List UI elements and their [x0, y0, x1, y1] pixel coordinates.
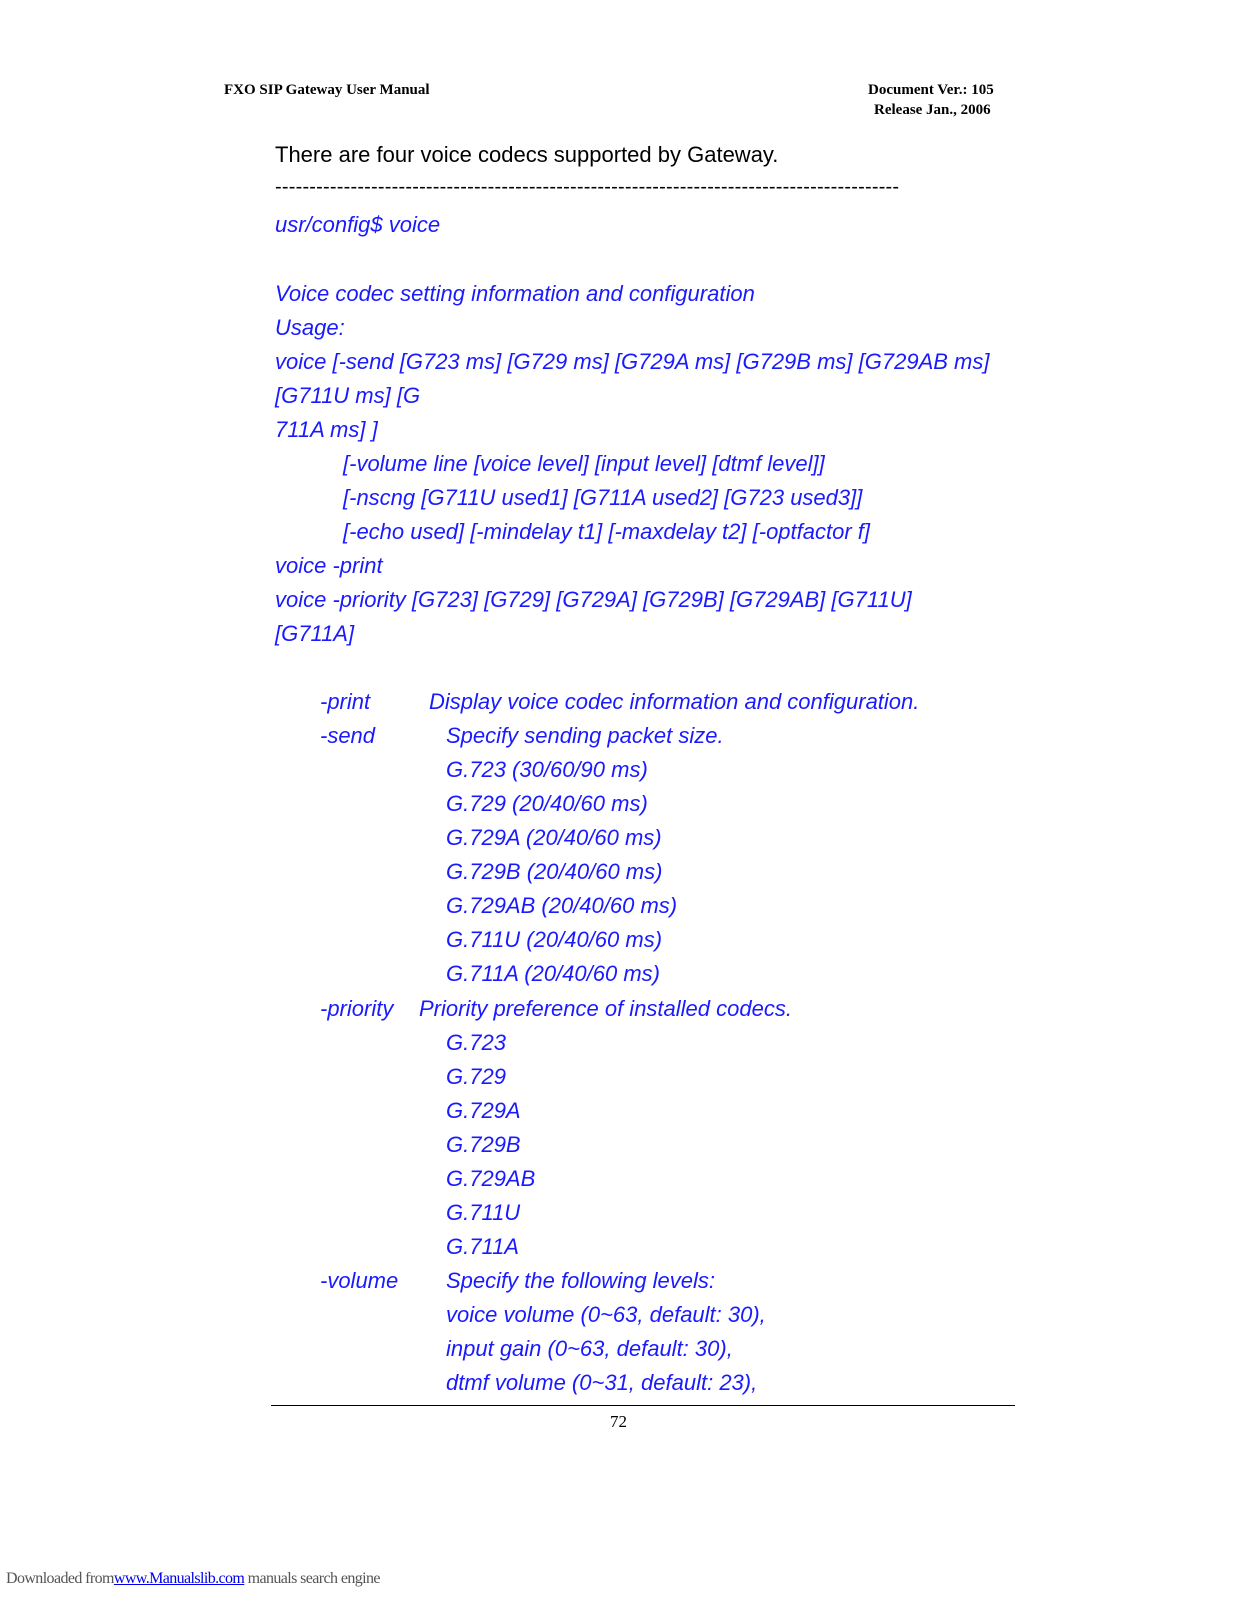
option-volume-name: -volume [320, 1268, 399, 1293]
download-footer [6, 1570, 380, 1588]
usage-line: [G711A] [275, 621, 355, 646]
usage-line: [-volume line [voice level] [input level] [dtmf level]] [343, 451, 825, 476]
send-value: G.723 (30/60/90 ms) [446, 757, 648, 782]
priority-value: G.729B [446, 1132, 521, 1157]
document-version: Document Ver.: 105 [868, 82, 994, 98]
send-value: G.729A (20/40/60 ms) [446, 825, 662, 850]
volume-value: dtmf volume (0~31, default: 23), [446, 1370, 758, 1395]
usage-line: 711A ms] ] [275, 417, 378, 442]
option-priority-name: -priority [320, 996, 394, 1021]
usage-line: voice -priority [G723] [G729] [G729A] [G729B] [G729AB] [G711U] [275, 587, 912, 612]
send-value: G.729AB (20/40/60 ms) [446, 893, 678, 918]
option-volume-desc: Specify the following levels: [446, 1268, 716, 1293]
send-value: G.711A (20/40/60 ms) [446, 961, 660, 986]
send-value: G.729 (20/40/60 ms) [446, 791, 648, 816]
manualslib-link[interactable]: www.Manualslib.com [113, 1570, 245, 1587]
send-value: G.729B (20/40/60 ms) [446, 859, 663, 884]
priority-value: G.711A [446, 1234, 519, 1259]
separator-line: ------------------------------------------------------------------------------------------- [275, 176, 900, 198]
cli-prompt: usr/config$ voice [275, 212, 441, 237]
release-date: Release Jan., 2006 [874, 102, 991, 118]
priority-value: G.723 [446, 1030, 506, 1055]
footer-prefix: Downloaded from [6, 1570, 114, 1587]
usage-label: Usage: [275, 315, 345, 340]
option-priority-desc: Priority preference of installed codecs. [419, 996, 792, 1021]
usage-line: voice -print [275, 553, 383, 578]
page-number: 72 [610, 1412, 627, 1431]
option-print-desc: Display voice codec information and configuration. [429, 689, 920, 714]
manual-title: FXO SIP Gateway User Manual [224, 82, 430, 98]
priority-value: G.729A [446, 1098, 521, 1123]
usage-line: [-echo used] [-mindelay t1] [-maxdelay t2] [-optfactor f] [343, 519, 871, 544]
volume-value: voice volume (0~63, default: 30), [446, 1302, 766, 1327]
usage-line: [-nscng [G711U used1] [G711A used2] [G723 used3]] [343, 485, 863, 510]
priority-value: G.729AB [446, 1166, 536, 1191]
usage-line: [G711U ms] [G [275, 383, 421, 408]
option-print-name: -print [320, 689, 371, 714]
usage-line: voice [-send [G723 ms] [G729 ms] [G729A ms] [G729B ms] [G729AB ms] [275, 349, 990, 374]
footer-rule [271, 1405, 1015, 1406]
intro-text: There are four voice codecs supported by Gateway. [275, 142, 779, 167]
priority-value: G.711U [446, 1200, 521, 1225]
cli-heading: Voice codec setting information and configuration [275, 281, 755, 306]
option-send-desc: Specify sending packet size. [446, 723, 724, 748]
volume-value: input gain (0~63, default: 30), [446, 1336, 733, 1361]
priority-value: G.729 [446, 1064, 506, 1089]
send-value: G.711U (20/40/60 ms) [446, 927, 663, 952]
footer-suffix: manuals search engine [244, 1570, 380, 1587]
option-send-name: -send [320, 723, 376, 748]
